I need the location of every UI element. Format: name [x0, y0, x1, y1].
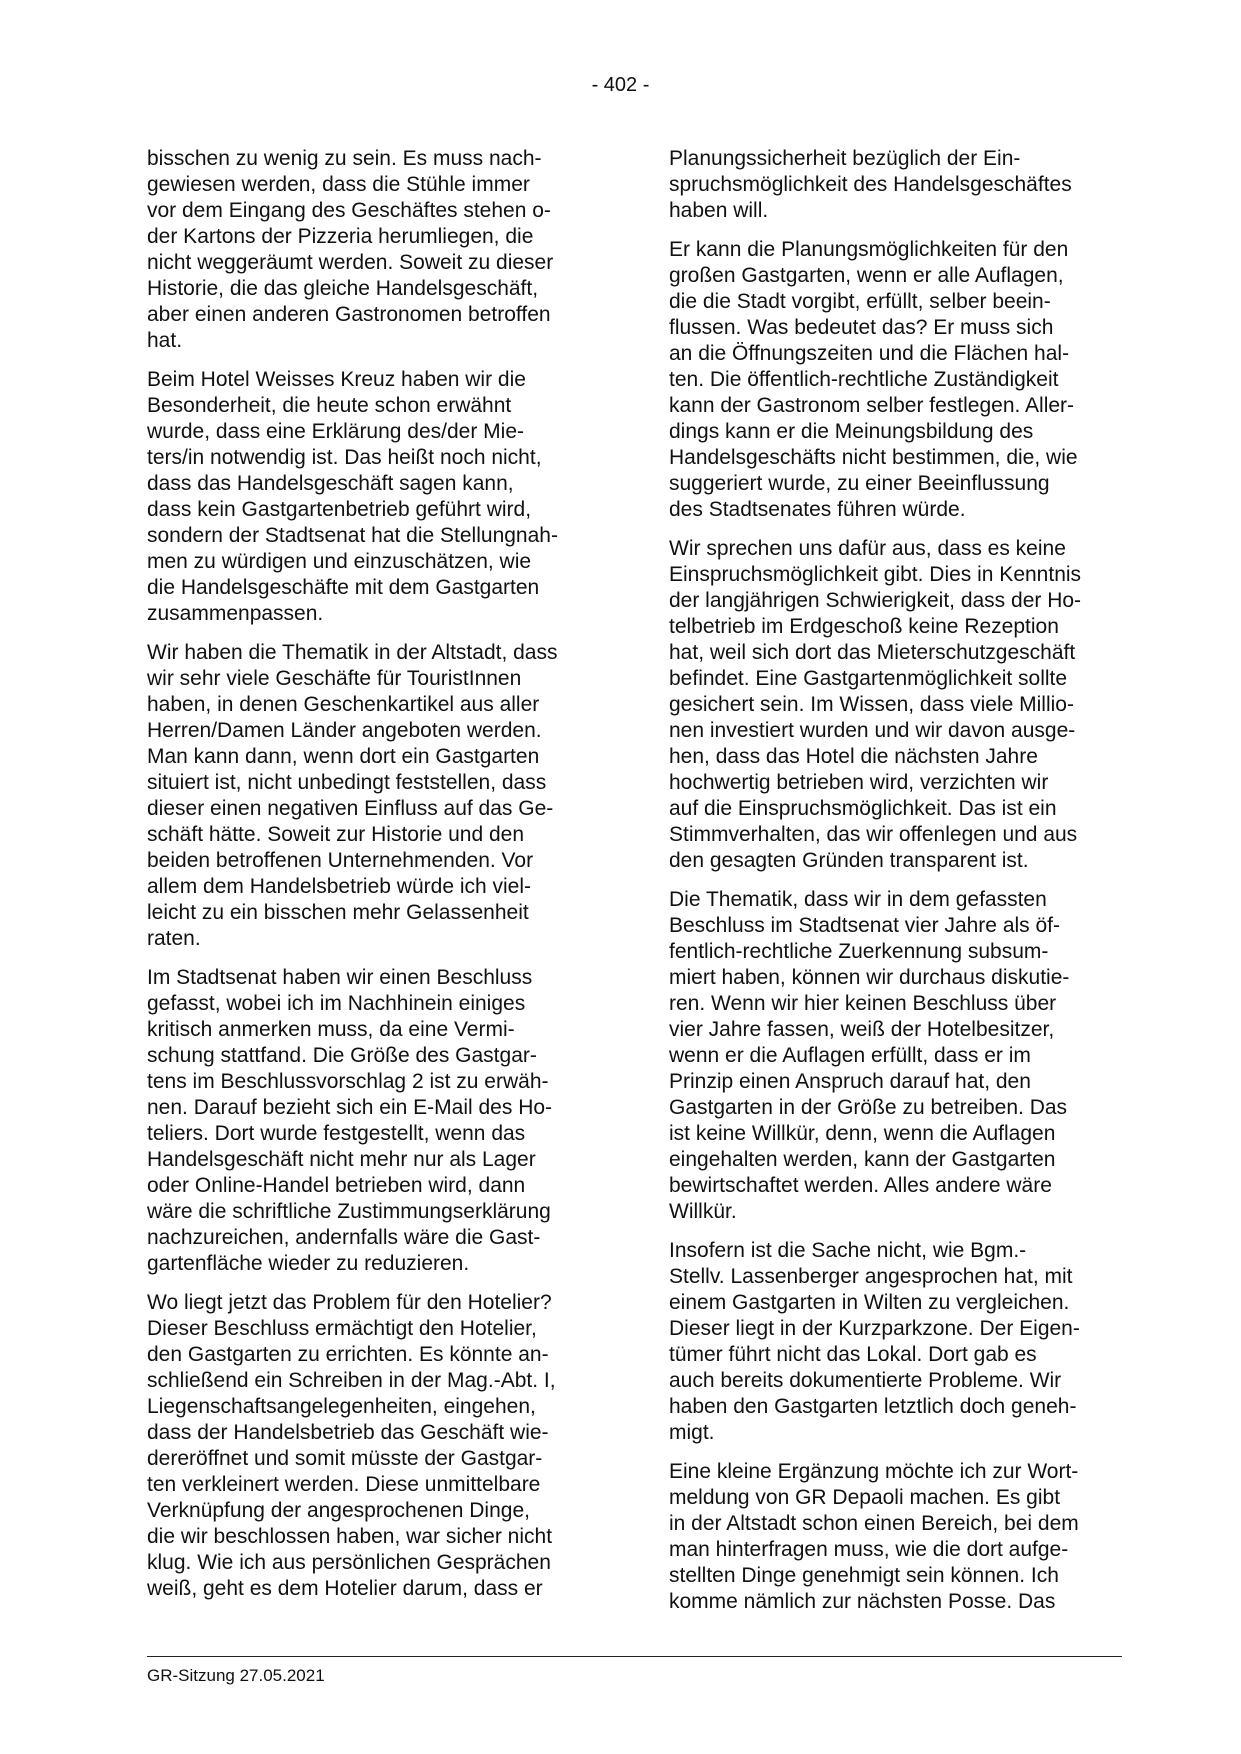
text-line: Besonderheit, die heute schon erwähnt: [147, 394, 512, 417]
text-line: Handelsgeschäfts nicht bestimmen, die, wie: [669, 446, 1078, 469]
text-line: aber einen anderen Gastronomen betroffen: [147, 303, 551, 326]
text-line: men zu würdigen und einzuschätzen, wie: [147, 550, 532, 573]
text-line: Einspruchsmöglichkeit gibt. Dies in Kenntnis: [669, 563, 1082, 586]
paragraph: [669, 887, 1129, 1225]
paragraph: [669, 1238, 1129, 1446]
text-line: bewirtschaftet werden. Alles andere wäre: [669, 1174, 1052, 1197]
text-line: gartenfläche wieder zu reduzieren.: [147, 1252, 470, 1275]
text-line: fentlich-rechtliche Zuerkennung subsum-: [669, 940, 1049, 963]
text-line: schung stattfand. Die Größe des Gastgar-: [147, 1044, 537, 1067]
text-line: nachzureichen, andernfalls wäre die Gast-: [147, 1226, 541, 1249]
text-line: miert haben, können wir durchaus diskutie-: [669, 966, 1070, 989]
text-line: Dieser liegt in der Kurzparkzone. Der Eigen-: [669, 1317, 1080, 1340]
text-line: wurde, dass eine Erklärung des/der Mie-: [147, 420, 525, 443]
text-line: Beschluss im Stadtsenat vier Jahre als öf-: [669, 914, 1061, 937]
text-line: klug. Wie ich aus persönlichen Gesprächen: [147, 1551, 551, 1574]
paragraph: [147, 965, 607, 1277]
page-number: - 402 -: [591, 74, 650, 96]
text-line: die die Stadt vorgibt, erfüllt, selber beein-: [669, 290, 1051, 313]
text-line: kritisch anmerken muss, da eine Vermi-: [147, 1018, 515, 1041]
text-line: einem Gastgarten in Wilten zu vergleichen.: [669, 1291, 1070, 1314]
text-line: flussen. Was bedeutet das? Er muss sich: [669, 316, 1054, 339]
text-line: den gesagten Gründen transparent ist.: [669, 849, 1029, 872]
text-line: hen, dass das Hotel die nächsten Jahre: [669, 745, 1038, 768]
text-line: nen investiert wurden und wir davon ausge-: [669, 719, 1076, 742]
text-line: spruchsmöglichkeit des Handelsgeschäftes: [669, 173, 1072, 196]
text-line: zusammenpassen.: [147, 602, 324, 625]
text-line: der Kartons der Pizzeria herumliegen, die: [147, 225, 534, 248]
text-line: dass das Handelsgeschäft sagen kann,: [147, 472, 514, 495]
text-line: dereröffnet und somit müsste der Gastgar-: [147, 1447, 543, 1470]
text-line: allem dem Handelsbetrieb würde ich viel-: [147, 875, 532, 898]
text-line: an die Öffnungszeiten und die Flächen hal-: [669, 342, 1070, 365]
text-line: gewiesen werden, dass die Stühle immer: [147, 173, 530, 196]
text-line: wir sehr viele Geschäfte für TouristInnen: [147, 667, 522, 690]
text-line: Beim Hotel Weisses Kreuz haben wir die: [147, 368, 526, 391]
text-line: Historie, die das gleiche Handelsgeschäft,: [147, 277, 539, 300]
text-line: Dieser Beschluss ermächtigt den Hotelier,: [147, 1317, 537, 1340]
text-line: gefasst, wobei ich im Nachhinein einiges: [147, 992, 526, 1015]
footer-divider: [147, 1656, 1122, 1657]
text-line: befindet. Eine Gastgartenmöglichkeit sollte: [669, 667, 1068, 690]
text-line: den Gastgarten zu errichten. Es könnte an-: [147, 1343, 549, 1366]
text-line: raten.: [147, 927, 201, 950]
text-line: ten. Die öffentlich-rechtliche Zuständigkeit: [669, 368, 1059, 391]
text-line: meldung von GR Depaoli machen. Es gibt: [669, 1486, 1061, 1509]
text-line: nen. Darauf bezieht sich ein E-Mail des Ho-: [147, 1096, 553, 1119]
text-line: schließend ein Schreiben in der Mag.-Abt. I,: [147, 1369, 556, 1392]
text-line: der langjährigen Schwierigkeit, dass der Ho-: [669, 589, 1082, 612]
paragraph: [669, 237, 1129, 523]
text-line: hat, weil sich dort das Mieterschutzgeschäft: [669, 641, 1076, 664]
text-line: leicht zu ein bisschen mehr Gelassenheit: [147, 901, 529, 924]
paragraph: [147, 367, 607, 627]
text-line: haben will.: [669, 199, 769, 222]
text-line: in der Altstadt schon einen Bereich, bei dem: [669, 1512, 1079, 1535]
text-line: bisschen zu wenig zu sein. Es muss nach-: [147, 147, 542, 170]
text-line: dings kann er die Meinungsbildung des: [669, 420, 1034, 443]
text-line: ten verkleinert werden. Diese unmittelbare: [147, 1473, 541, 1496]
text-line: die Handelsgeschäfte mit dem Gastgarten: [147, 576, 540, 599]
paragraph: [669, 536, 1129, 874]
right-column: [669, 146, 1129, 1628]
text-line: vier Jahre fassen, weiß der Hotelbesitzer,: [669, 1018, 1055, 1041]
text-line: Im Stadtsenat haben wir einen Beschluss: [147, 966, 533, 989]
footer-session-date: GR-Sitzung 27.05.2021: [147, 1666, 325, 1685]
text-line: Insofern ist die Sache nicht, wie Bgm.-: [669, 1239, 1027, 1262]
text-line: kann der Gastronom selber festlegen. Aller-: [669, 394, 1075, 417]
text-line: oder Online-Handel betrieben wird, dann: [147, 1174, 526, 1197]
text-line: Stimmverhalten, das wir offenlegen und aus: [669, 823, 1078, 846]
text-line: beiden betroffenen Unternehmenden. Vor: [147, 849, 534, 872]
text-line: auch bereits dokumentierte Probleme. Wir: [669, 1369, 1062, 1392]
text-line: haben den Gastgarten letztlich doch geneh-: [669, 1395, 1077, 1418]
text-line: weiß, geht es dem Hotelier darum, dass er: [147, 1577, 543, 1600]
text-line: Gastgarten in der Größe zu betreiben. Das: [669, 1096, 1068, 1119]
text-line: Man kann dann, wenn dort ein Gastgarten: [147, 745, 540, 768]
text-line: ren. Wenn wir hier keinen Beschluss über: [669, 992, 1057, 1015]
text-line: suggeriert wurde, zu einer Beeinflussung: [669, 472, 1050, 495]
text-line: auf die Einspruchsmöglichkeit. Das ist ein: [669, 797, 1057, 820]
paragraph: [147, 146, 607, 354]
left-column: [147, 146, 607, 1615]
text-line: dass der Handelsbetrieb das Geschäft wie-: [147, 1421, 549, 1444]
text-line: stellten Dinge genehmigt sein können. Ich: [669, 1564, 1059, 1587]
text-line: Liegenschaftsangelegenheiten, eingehen,: [147, 1395, 536, 1418]
text-line: wenn er die Auflagen erfüllt, dass er im: [669, 1044, 1031, 1067]
text-line: telbetrieb im Erdgeschoß keine Rezeption: [669, 615, 1059, 638]
text-line: tens im Beschlussvorschlag 2 ist zu erwäh-: [147, 1070, 549, 1093]
paragraph: [147, 1290, 607, 1602]
text-line: die wir beschlossen haben, war sicher nicht: [147, 1525, 553, 1548]
text-line: dass kein Gastgartenbetrieb geführt wird,: [147, 498, 532, 521]
text-line: nicht weggeräumt werden. Soweit zu dieser: [147, 251, 554, 274]
text-line: haben, in denen Geschenkartikel aus aller: [147, 693, 540, 716]
text-line: hat.: [147, 329, 183, 352]
text-line: wäre die schriftliche Zustimmungserklärung: [147, 1200, 551, 1223]
text-line: teliers. Dort wurde festgestellt, wenn das: [147, 1122, 526, 1145]
text-line: sondern der Stadtsenat hat die Stellungnah-: [147, 524, 558, 547]
text-line: hochwertig betrieben wird, verzichten wir: [669, 771, 1049, 794]
text-line: großen Gastgarten, wenn er alle Auflagen,: [669, 264, 1064, 287]
text-line: Wir sprechen uns dafür aus, dass es keine: [669, 537, 1066, 560]
text-line: Stellv. Lassenberger angesprochen hat, mit: [669, 1265, 1073, 1288]
paragraph: [669, 1459, 1129, 1615]
text-line: situiert ist, nicht unbedingt feststellen, dass: [147, 771, 547, 794]
text-line: Herren/Damen Länder angeboten werden.: [147, 719, 542, 742]
text-line: Planungssicherheit bezüglich der Ein-: [669, 147, 1021, 170]
text-line: komme nämlich zur nächsten Posse. Das: [669, 1590, 1056, 1613]
text-line: migt.: [669, 1421, 715, 1444]
text-line: Wo liegt jetzt das Problem für den Hotelier?: [147, 1291, 552, 1314]
paragraph: [147, 640, 607, 952]
text-line: Verknüpfung der angesprochenen Dinge,: [147, 1499, 530, 1522]
paragraph: [669, 146, 1129, 224]
text-line: eingehalten werden, kann der Gastgarten: [669, 1148, 1056, 1171]
text-line: man hinterfragen muss, wie die dort aufge-: [669, 1538, 1069, 1561]
text-line: Die Thematik, dass wir in dem gefassten: [669, 888, 1047, 911]
text-line: Prinzip einen Anspruch darauf hat, den: [669, 1070, 1031, 1093]
text-line: Handelsgeschäft nicht mehr nur als Lager: [147, 1148, 536, 1171]
text-line: ist keine Willkür, denn, wenn die Auflagen: [669, 1122, 1056, 1145]
text-line: gesichert sein. Im Wissen, dass viele Millio-: [669, 693, 1074, 716]
text-line: vor dem Eingang des Geschäftes stehen o-: [147, 199, 551, 222]
text-line: Eine kleine Ergänzung möchte ich zur Wort-: [669, 1460, 1079, 1483]
text-line: dieser einen negativen Einfluss auf das Ge-: [147, 797, 554, 820]
text-line: tümer führt nicht das Lokal. Dort gab es: [669, 1343, 1037, 1366]
text-line: Willkür.: [669, 1200, 737, 1223]
text-line: schäft hätte. Soweit zur Historie und den: [147, 823, 525, 846]
text-line: Er kann die Planungsmöglichkeiten für den: [669, 238, 1069, 261]
text-line: des Stadtsenates führen würde.: [669, 498, 966, 521]
text-line: ters/in notwendig ist. Das heißt noch nicht,: [147, 446, 542, 469]
text-line: Wir haben die Thematik in der Altstadt, dass: [147, 641, 558, 664]
